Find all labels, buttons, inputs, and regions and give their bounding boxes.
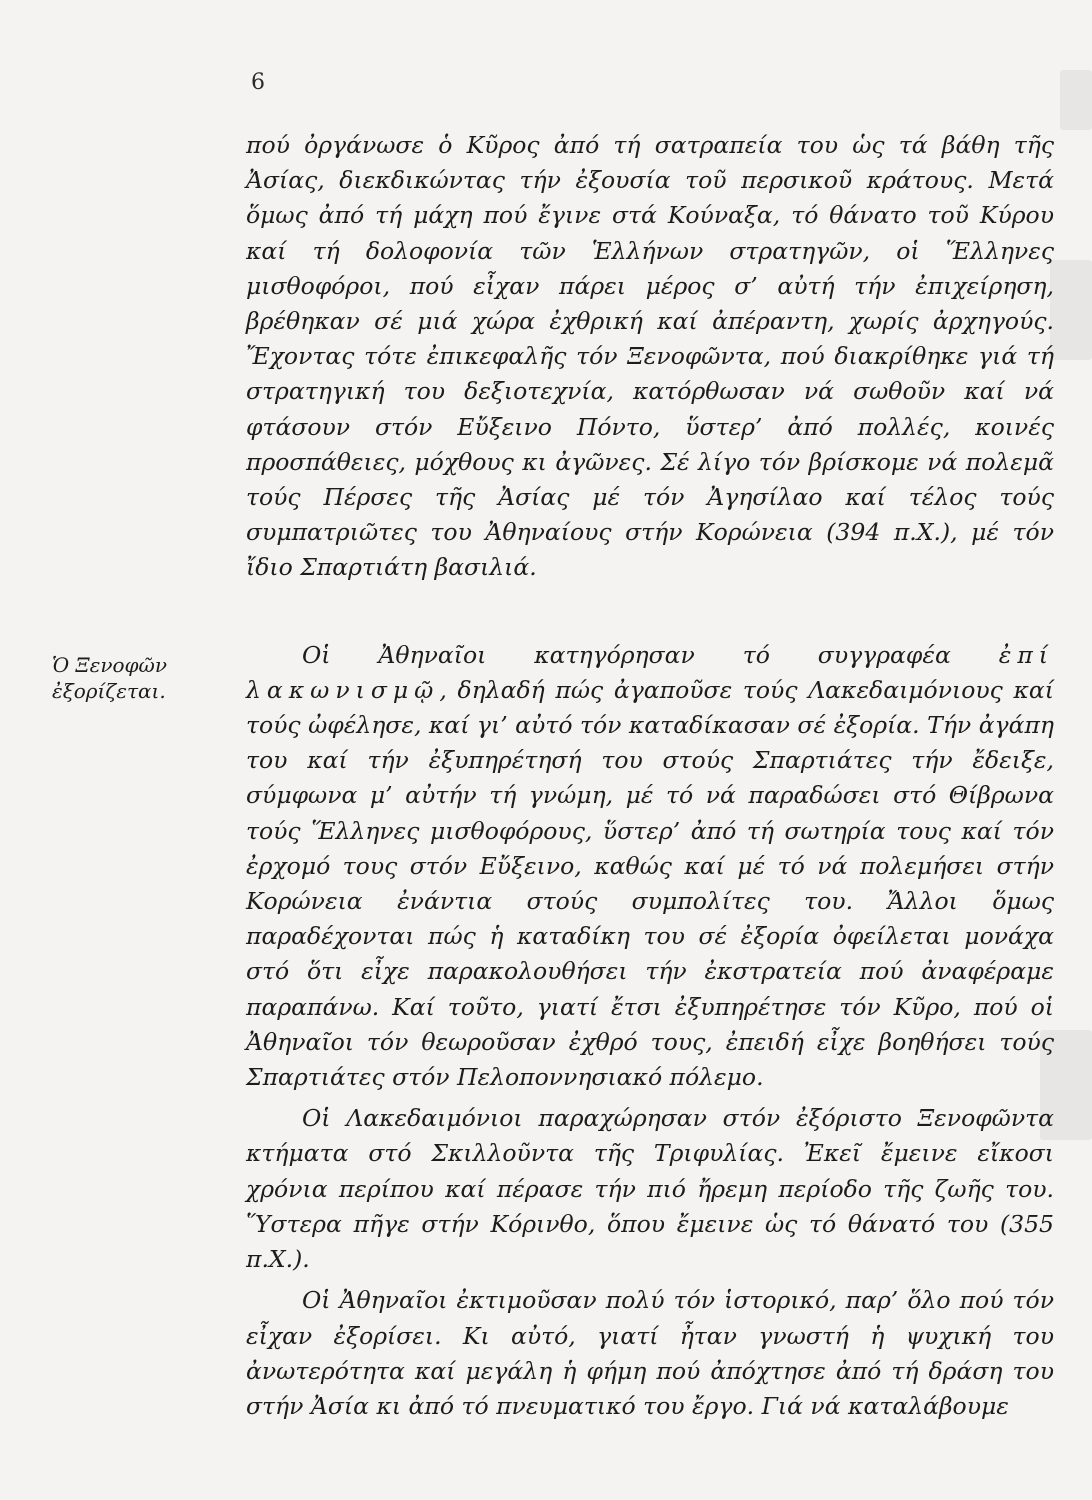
- paragraph: [246, 638, 1054, 1096]
- paragraph-text: , δηλαδή πώς ἀγαποῦσε τούς Λακεδαιμόνιους καί τούς ὠφέλησε, καί γι’ αὐτό τόν καταδίκασαν σέ ἐξορία. Τήν ἀγάπη του καί τήν ἐξυπηρέτησή του στούς Σπαρτιάτες τήν ἔδειξε, σύμφωνα μ’ αὐτήν τή γνώμη, μέ τό νά παραδώσει στό Θίβρωνα τούς Ἕλληνες μισθοφόρους, ὕστερ’ ἀπό τή σωτηρία τους καί τόν ἐρχομό τους στόν Εὔξεινο, καθώς καί μέ τό νά πολεμήσει στήν Κορώνεια ἐνάντια στούς συμπολίτες του. Ἄλλοι ὅμως παραδέχονται πώς ἡ καταδίκη του σέ ἐξορία ὀφείλεται μονάχα στό ὅτι εἶχε παρακολουθήσει τήν ἐκστρατεία πού ἀναφέραμε παραπάνω. Καί τοῦτο, γιατί ἔτσι ἐξυπηρέτησε τόν Κῦρο, πού οἱ Ἀθηναῖοι τόν θεωροῦσαν ἐχθρό τους, ἐπειδή εἶχε βοηθήσει τούς Σπαρτιάτες στόν Πελοποννησιακό πόλεμο.: [246, 675, 1054, 1092]
- paragraph: πού ὀργάνωσε ὁ Κῦρος ἀπό τή σατραπεία του ὡς τά βάθη τῆς Ἀσίας, διεκδικώντας τήν ἐξουσία τοῦ περσικοῦ κράτους. Μετά ὅμως ἀπό τή μάχη πού ἔγινε στά Κούναξα, τό θάνατο τοῦ Κύρου καί τή δολοφονία τῶν Ἑλλήνων στρατηγῶν, οἱ Ἕλληνες μισθοφόροι, πού εἶχαν πάρει μέρος σ’ αὐτή τήν ἐπιχείρηση, βρέθηκαν σέ μιά χώρα ἐχθρική καί ἀπέραντη, χωρίς ἀρχηγούς. Ἔχοντας τότε ἐπικεφαλῆς τόν Ξενοφῶντα, πού διακρίθηκε γιά τή στρατηγική του δεξιοτεχνία, κατόρθωσαν νά σωθοῦν καί νά φτάσουν στόν Εὔξεινο Πόντο, ὕστερ’ ἀπό πολλές, κοινές προσπάθειες, μόχθους κι ἀγῶνες. Σέ λίγο τόν βρίσκομε νά πολεμᾶ τούς Πέρσες τῆς Ἀσίας μέ τόν Ἀγησίλαο καί τέλος τούς συμπατριῶτες του Ἀθηναίους στήν Κορώνεια (394 π.Χ.), μέ τόν ἴδιο Σπαρτιάτη βασιλιά.: [246, 131, 1054, 582]
- paragraph: Οἱ Λακεδαιμόνιοι παραχώρησαν στόν ἐξόριστο Ξενοφῶντα κτήματα στό Σκιλλοῦντα τῆς Τριφυλίας. Ἐκεῖ ἔμεινε εἴκοσι χρόνια περίπου καί πέρασε τήν πιό ἤρεμη περίοδο τῆς ζωῆς του. Ὕστερα πῆγε στήν Κόρινθο, ὅπου ἔμεινε ὡς τό θάνατό του (355 π.Χ.).: [246, 1104, 1054, 1274]
- paragraph: Οἱ Ἀθηναῖοι ἐκτιμοῦσαν πολύ τόν ἱστορικό, παρ’ ὅλο πού τόν εἶχαν ἐξορίσει. Κι αὐτό, γιατί ἦταν γνωστή ἡ ψυχική του ἀνωτερότητα καί μεγάλη ἡ φήμη πού ἀπόχτησε ἀπό τή δράση του στήν Ἀσία κι ἀπό τό πνευματικό του ἔργο. Γιά νά καταλάβουμε: [246, 1286, 1054, 1420]
- paragraph-text: Οἱ Ἀθηναῖοι κατηγόρησαν τό συγγραφέα: [302, 640, 951, 669]
- body-text: [246, 128, 1054, 1430]
- margin-note-line: ἐξορίζεται.: [52, 679, 166, 703]
- page-number: 6: [251, 70, 265, 95]
- margin-note-line: Ὁ Ξενοφῶν: [52, 653, 168, 677]
- show-through-smudge: [1060, 70, 1092, 130]
- spaced-term: ἐπί λακωνισμῷ: [246, 640, 1054, 704]
- show-through-smudge: [1050, 260, 1092, 360]
- margin-note: [52, 652, 222, 704]
